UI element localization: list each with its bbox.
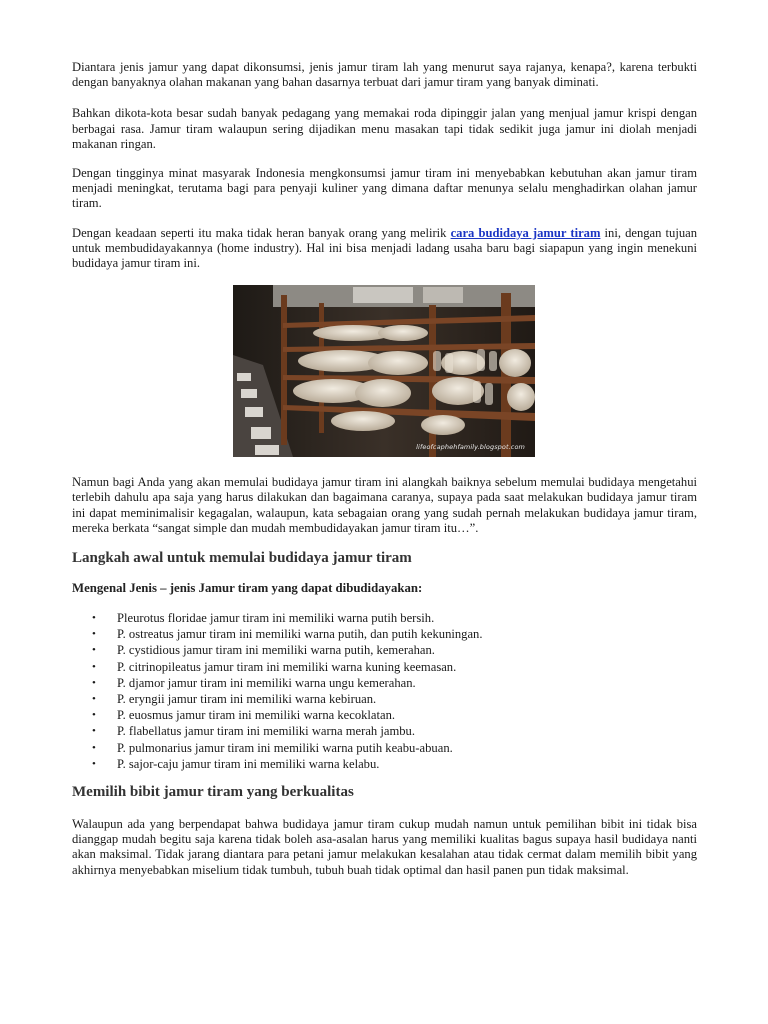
bullet-icon: • <box>92 693 96 706</box>
species-list <box>72 610 697 772</box>
list-item-text: P. sajor-caju jamur tiram ini memiliki warna kelabu. <box>117 756 380 771</box>
article-body <box>72 60 697 892</box>
section-heading-memilih-bibit: Memilih bibit jamur tiram yang berkualitas <box>72 784 354 801</box>
subheading-jenis-jamur: Mengenal Jenis – jenis Jamur tiram yang dapat dibudidayakan: <box>72 581 423 596</box>
list-item <box>72 707 697 723</box>
list-item-text: P. citrinopileatus jamur tiram ini memiliki warna kuning keemasan. <box>117 659 457 674</box>
mushroom-farm-photo <box>233 285 535 457</box>
list-item-text: P. cystidious jamur tiram ini memiliki warna putih, kemerahan. <box>117 643 435 658</box>
list-item-text: P. ostreatus jamur tiram ini memiliki warna putih, dan putih kekuningan. <box>117 627 483 642</box>
bullet-icon: • <box>92 644 96 657</box>
list-item <box>72 756 697 772</box>
list-item-text: P. djamor jamur tiram ini memiliki warna ungu kemerahan. <box>117 675 416 690</box>
list-item-text: Pleurotus floridae jamur tiram ini memiliki warna putih bersih. <box>117 611 435 626</box>
bullet-icon: • <box>92 660 96 673</box>
bullet-icon: • <box>92 725 96 738</box>
figure <box>72 285 697 457</box>
paragraph-street-vendors: Bahkan dikota-kota besar sudah banyak pedagang yang memakai roda dipinggir jalan yang menjual jamur krispi dengan berbagai rasa. Jamur tiram walaupun sering dijadikan menu masakan tapi tidak sedikit juga jamur ini diolah menjadi makanan ringan. <box>72 106 697 151</box>
list-item-text: P. euosmus jamur tiram ini memiliki warna kecoklatan. <box>117 708 396 723</box>
link-paragraph-after: ini, dengan tujuan untuk membudidayakannya (home industry). Hal ini bisa menjadi ladang usaha baru bagi siapapun yang ingin menekuni budidaya jamur tiram ini. <box>72 225 698 271</box>
list-item <box>72 691 697 707</box>
list-item-text: P. eryngii jamur tiram ini memiliki warna kebiruan. <box>117 692 377 707</box>
bullet-icon: • <box>92 709 96 722</box>
bullet-icon: • <box>92 757 96 770</box>
section-heading-langkah-awal: Langkah awal untuk memulai budidaya jamur tiram <box>72 550 412 567</box>
list-item-text: P. flabellatus jamur tiram ini memiliki warna merah jambu. <box>117 724 415 739</box>
list-item <box>72 610 697 626</box>
list-item <box>72 723 697 739</box>
paragraph-demand: Dengan tingginya minat masyarak Indonesia mengkonsumsi jamur tiram ini menyebabkan kebutuhan akan jamur tiram menjadi meningkat, terutama bagi para penyaji kuliner yang dimana daftar menunya selalu menghadirkan olahan jamur tiram. <box>72 166 697 211</box>
bullet-icon: • <box>92 628 96 641</box>
paragraph-bibit: Walaupun ada yang berpendapat bahwa budidaya jamur tiram cukup mudah namun untuk pemilihan bibit ini tidak bisa dianggap mudah begitu saja karena tidak boleh asa-asalan harus yang memiliki kualitas bagus supaya hasil budidaya nanti akan maksimal. Tidak jarang diantara para petani jamur melakukan kesalahan atau tidak cermat dalam memilih bibit yang akhirnya menyebabkan miselium tidak tumbuh, tubuh buah tidak optimal dan hasil panen pun tidak maksimal. <box>72 817 697 877</box>
list-item <box>72 675 697 691</box>
link-paragraph-before: Dengan keadaan seperti itu maka tidak heran banyak orang yang melirik <box>72 225 451 240</box>
paragraph-intro: Diantara jenis jamur yang dapat dikonsumsi, jenis jamur tiram lah yang menurut saya rajanya, kenapa?, karena terbukti dengan banyaknya olahan makanan yang bahan dasarnya terbuat dari jamur tiram yang banyak diminati. <box>72 60 697 90</box>
photo-watermark: lifeofcaphehfamily.blogspot.com <box>416 443 525 452</box>
paragraph-after-image: Namun bagi Anda yang akan memulai budidaya jamur tiram ini alangkah baiknya sebelum memulai budidaya mengetahui terlebih dahulu apa saja yang harus dilakukan dan bagaimana caranya, supaya pada saat melakukan budidaya jamur tiram ini dapat meminimalisir kegagalan, walaupun, kata sebagaian orang yang sudah pernah melakukan budidaya jamur tiram, mereka berkata “sangat simple dan mudah membudidayakan jamur tiram itu…”. <box>72 475 697 535</box>
list-item <box>72 740 697 756</box>
mushroom-farm-illustration <box>233 285 535 457</box>
cara-budidaya-link[interactable]: cara budidaya jamur tiram <box>450 225 601 240</box>
paragraph-with-link <box>72 226 697 272</box>
list-item <box>72 659 697 675</box>
list-item <box>72 626 697 642</box>
bullet-icon: • <box>92 741 96 754</box>
bullet-icon: • <box>92 676 96 689</box>
list-item <box>72 642 697 658</box>
list-item-text: P. pulmonarius jamur tiram ini memiliki warna putih keabu-abuan. <box>117 740 453 755</box>
bullet-icon: • <box>92 612 96 625</box>
